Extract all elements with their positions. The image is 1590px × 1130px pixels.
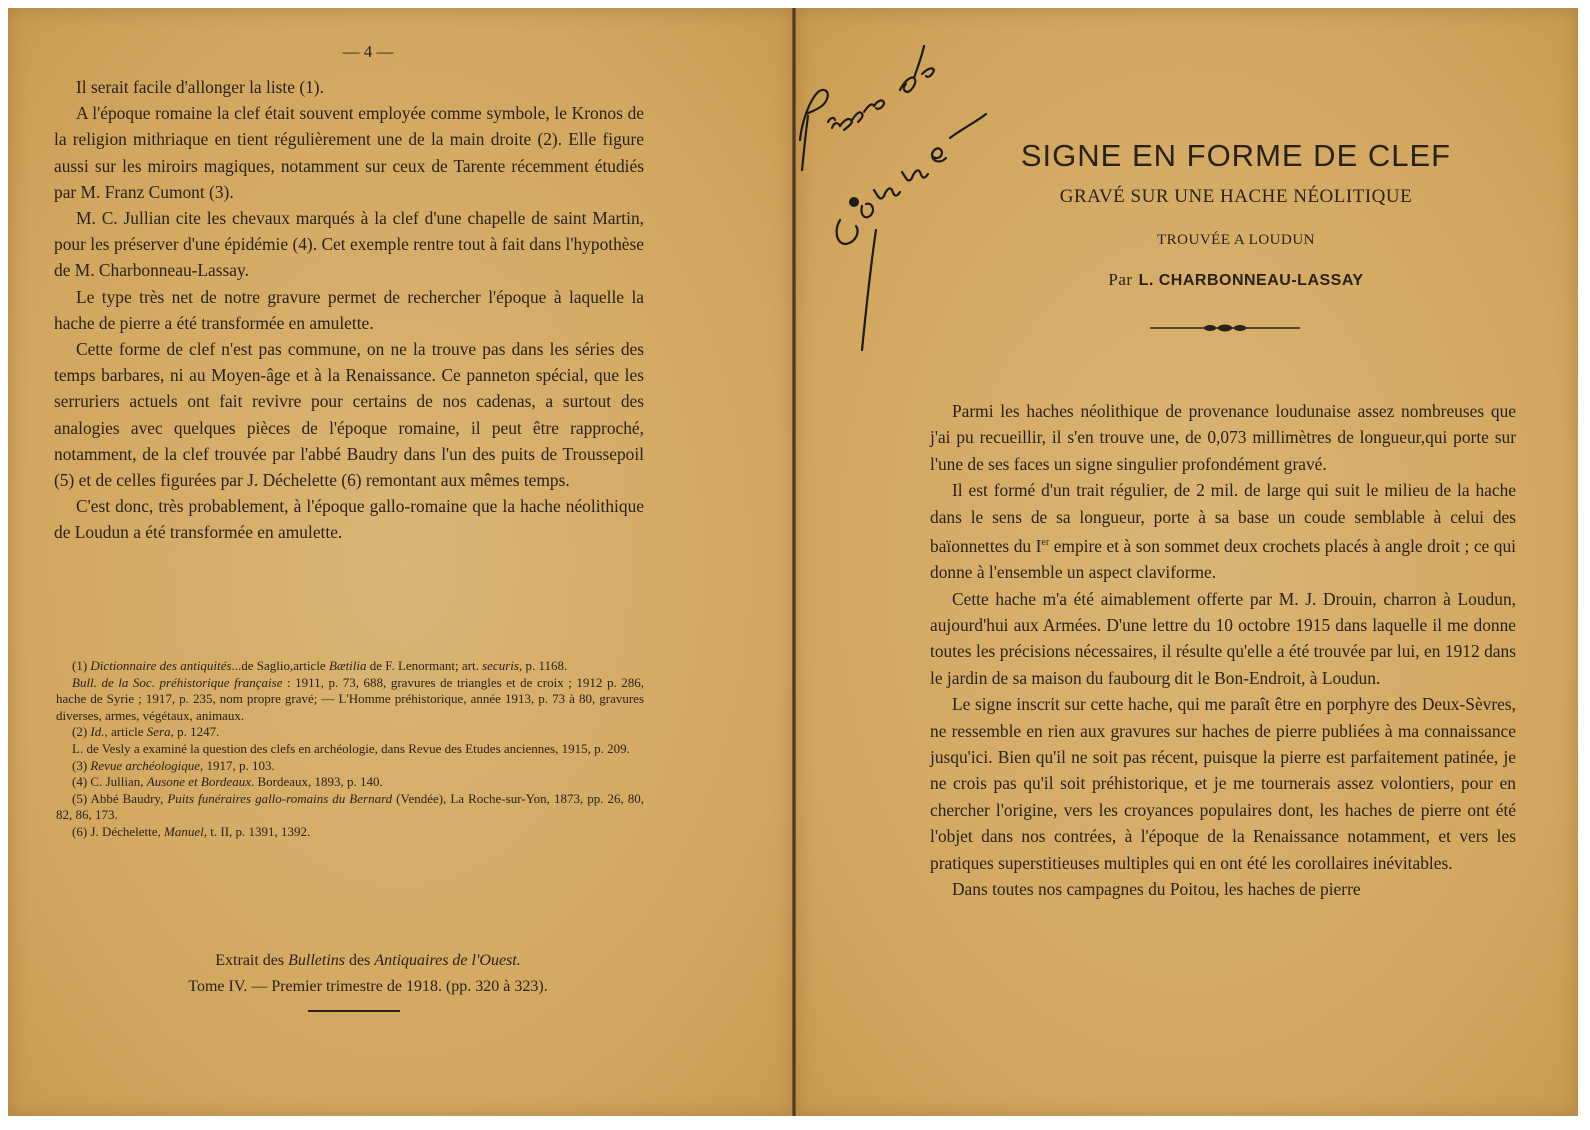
footnote-2b: L. de Vesly a examiné la question des clefs en archéologie, dans Revue des Etudes anciennes, 1915, p. 209.: [72, 740, 630, 756]
right-body-text: [930, 398, 1516, 903]
footnote-6: (6) J. Déchelette, Manuel, t. II, p. 1391, 1392.: [72, 823, 311, 839]
ornament-divider-icon: [1150, 322, 1300, 334]
find-location: TROUVÉE A LOUDUN: [1157, 232, 1315, 248]
handwritten-annotation: [780, 30, 1010, 370]
article-title: SIGNE EN FORME DE CLEF: [1020, 138, 1452, 173]
footnote-1: (1) Dictionnaire des antiquités...de Saglio,article Bætilia de F. Lenormant; art. securis, p. 1168.: [72, 658, 568, 673]
footnote-2: (2) Id., article Sera, p. 1247.: [72, 724, 220, 740]
article-subtitle: GRAVÉ SUR UNE HACHE NÉOLITIQUE: [1059, 186, 1413, 207]
left-page: [8, 8, 794, 1116]
footnote-1b: Bull. de la Soc. préhistorique française : 1911, p. 73, 688, gravures de triangles et de croix ; 1912 p. 286, hache de Syrie ; 1917, p. 235, nom propre gravé; — L'Homme préhistorique, année 1913, p. 73 à 80, gravures diverses, armes, végétaux, animaux.: [56, 674, 644, 723]
footnote-3: (3) Revue archéologique, 1917, p. 103.: [72, 757, 275, 773]
author-name: L. CHARBONNEAU-LASSAY: [1138, 272, 1364, 289]
footnote-4: (4) C. Jullian, Ausone et Bordeaux. Bordeaux, 1893, p. 140.: [72, 774, 383, 790]
extract-line-2: Tome IV. — Premier trimestre de 1918. (pp. 320 à 323).: [188, 978, 548, 995]
footnotes: [56, 658, 644, 841]
left-body-text: [54, 74, 644, 546]
paragraph: Le type très net de notre gravure permet de rechercher l'époque à laquelle la hache de pierre a été transformée en amulette.: [54, 286, 644, 333]
paragraph: A l'époque romaine la clef était souvent employée comme symbole, le Kronos de la religion mithriaque en tient régulièrement une de la main droite (2). Elle figure aussi sur les miroirs magiques, notamment sur ceux de Tarente récemment étudiés par M. Franz Cumont (3).: [54, 103, 644, 202]
page-number: — 4 —: [342, 42, 394, 61]
paragraph: Il serait facile d'allonger la liste (1).: [76, 77, 324, 97]
paragraph: Il est formé d'un trait régulier, de 2 mil. de large qui suit le milieu de la hache dans le sens de sa longueur, porte à sa base un coude semblable à celui des baïonnettes du Ier empire et à son sommet deux crochets placés à angle droit ; ce qui donne à l'ensemble un aspect claviforme.: [930, 480, 1516, 583]
closing-rule: [308, 1010, 400, 1012]
paragraph: Le signe inscrit sur cette hache, qui me paraît être en porphyre des Deux-Sèvres, ne ressemble en rien aux gravures sur haches de pierre publiées à ma connaissance jusqu'ici. Bien qu'il ne soit pas récent, puisque la pierre est parfaitement patinée, je ne crois pas qu'il soit préhistorique, et je me tournerais assez volontiers, pour en chercher l'origine, vers les croyances populaires dont, les haches de pierre ont été l'objet dans nos contrées, à l'époque de la Renaissance notamment, et vers les pratiques superstitieuses multiples qui en ont été les corollaires inévitables.: [930, 694, 1516, 873]
extract-note: [68, 948, 668, 1000]
author-line: [956, 270, 1516, 290]
author-prefix: Par: [1108, 270, 1133, 289]
paragraph: Cette hache m'a été aimablement offerte par M. J. Drouin, charron à Loudun, aujourd'hui aux Armées. D'une lettre du 10 octobre 1915 dans laquelle il me donne toutes les précisions nécessaires, il résulte qu'elle a été trouvée par lui, en 1912 dans le jardin de sa maison du faubourg dit le Bon-Endroit, à Loudun.: [930, 588, 1516, 688]
paragraph: C'est donc, très probablement, à l'époque gallo-romaine que la hache néolithique de Loudun a été transformée en amulette.: [54, 496, 644, 543]
footnote-5: (5) Abbé Baudry, Puits funéraires gallo-romains du Bernard (Vendée), La Roche-sur-Yon, 1873, pp. 26, 80, 82, 86, 173.: [56, 790, 645, 823]
extract-line-1: Extrait des Bulletins des Antiquaires de l'Ouest.: [215, 952, 521, 969]
paragraph: Parmi les haches néolithique de provenance loudunaise assez nombreuses que j'ai pu recueillir, il s'en trouve une, de 0,073 millimètres de longueur,qui porte sur l'une de ses faces un signe singulier profondément gravé.: [930, 401, 1516, 474]
paragraph: Cette forme de clef n'est pas commune, on ne la trouve pas dans les séries des temps barbares, ni au Moyen-âge et à la Renaissance. Ce panneton spécial, que les serruriers actuels ont fait revivre pour certains de nos cadenas, a surtout des analogies avec quelques pièces de l'époque romaine, il peut être rapproché, notamment, de la clef trouvée par l'abbé Baudry dans l'un des puits de Troussepoil (5) et de celles figurées par J. Déchelette (6) remontant aux mêmes temps.: [54, 339, 644, 491]
paragraph: M. C. Jullian cite les chevaux marqués à la clef d'une chapelle de saint Martin, pour les préserver d'une épidémie (4). Cet exemple rentre tout à fait dans l'hypothèse de M. Charbonneau-Lassay.: [54, 208, 644, 281]
paragraph: Dans toutes nos campagnes du Poitou, les haches de pierre: [952, 879, 1361, 900]
